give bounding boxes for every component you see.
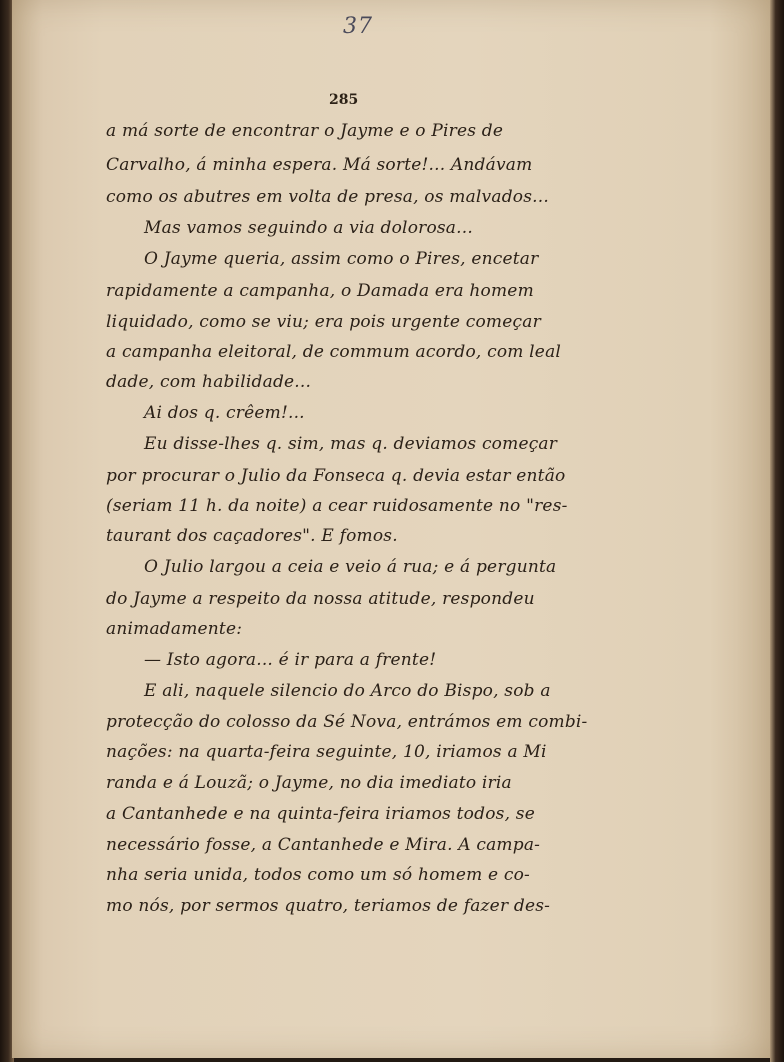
manuscript-line: como os abutres em volta de presa, os malvados... bbox=[106, 187, 549, 207]
manuscript-line: O Jayme queria, assim como o Pires, encetar bbox=[144, 249, 539, 269]
manuscript-line: Carvalho, á minha espera. Má sorte!... Andávam bbox=[106, 155, 533, 175]
manuscript-line: — Isto agora... é ir para a frente! bbox=[144, 650, 437, 670]
manuscript-line: necessário fosse, a Cantanhede e Mira. A campa- bbox=[106, 835, 541, 855]
manuscript-line: rapidamente a campanha, o Damada era homem bbox=[106, 281, 534, 301]
manuscript-line: por procurar o Julio da Fonseca q. devia estar então bbox=[106, 466, 566, 486]
manuscript-line: Mas vamos seguindo a via dolorosa... bbox=[144, 218, 473, 238]
page-edge bbox=[770, 0, 784, 1062]
manuscript-line: Ai dos q. crêem!... bbox=[144, 403, 305, 423]
manuscript-line: protecção do colosso da Sé Nova, entrámos em combi- bbox=[106, 712, 588, 732]
manuscript-line: O Julio largou a ceia e veio á rua; e á pergunta bbox=[144, 557, 557, 577]
page-number: 285 bbox=[329, 92, 359, 108]
manuscript-line: a campanha eleitoral, de commum acordo, com leal bbox=[106, 342, 562, 362]
archive-page-number: 37 bbox=[343, 14, 373, 39]
manuscript-line: a má sorte de encontrar o Jayme e o Pires de bbox=[106, 121, 504, 141]
manuscript-line: randa e á Louzã; o Jayme, no dia imediato iria bbox=[106, 773, 512, 793]
manuscript-line: nha seria unida, todos como um só homem e co- bbox=[106, 865, 530, 885]
manuscript-line: Eu disse-lhes q. sim, mas q. deviamos começar bbox=[144, 434, 558, 454]
manuscript-line: do Jayme a respeito da nossa atitude, respondeu bbox=[106, 589, 535, 609]
manuscript-line: E ali, naquele silencio do Arco do Bispo, sob a bbox=[144, 681, 551, 701]
manuscript-line: mo nós, por sermos quatro, teriamos de fazer des- bbox=[106, 896, 551, 916]
manuscript-line: liquidado, como se viu; era pois urgente começar bbox=[106, 312, 541, 332]
manuscript-line: animadamente: bbox=[106, 619, 243, 639]
manuscript-line: taurant dos caçadores". E fomos. bbox=[106, 526, 398, 546]
manuscript-line: (seriam 11 h. da noite) a cear ruidosamente no "res- bbox=[106, 496, 568, 516]
manuscript-line: dade, com habilidade... bbox=[106, 372, 312, 392]
manuscript-line: a Cantanhede e na quinta-feira iriamos todos, se bbox=[106, 804, 535, 824]
manuscript-line: nações: na quarta-feira seguinte, 10, iriamos a Mi bbox=[106, 742, 547, 762]
